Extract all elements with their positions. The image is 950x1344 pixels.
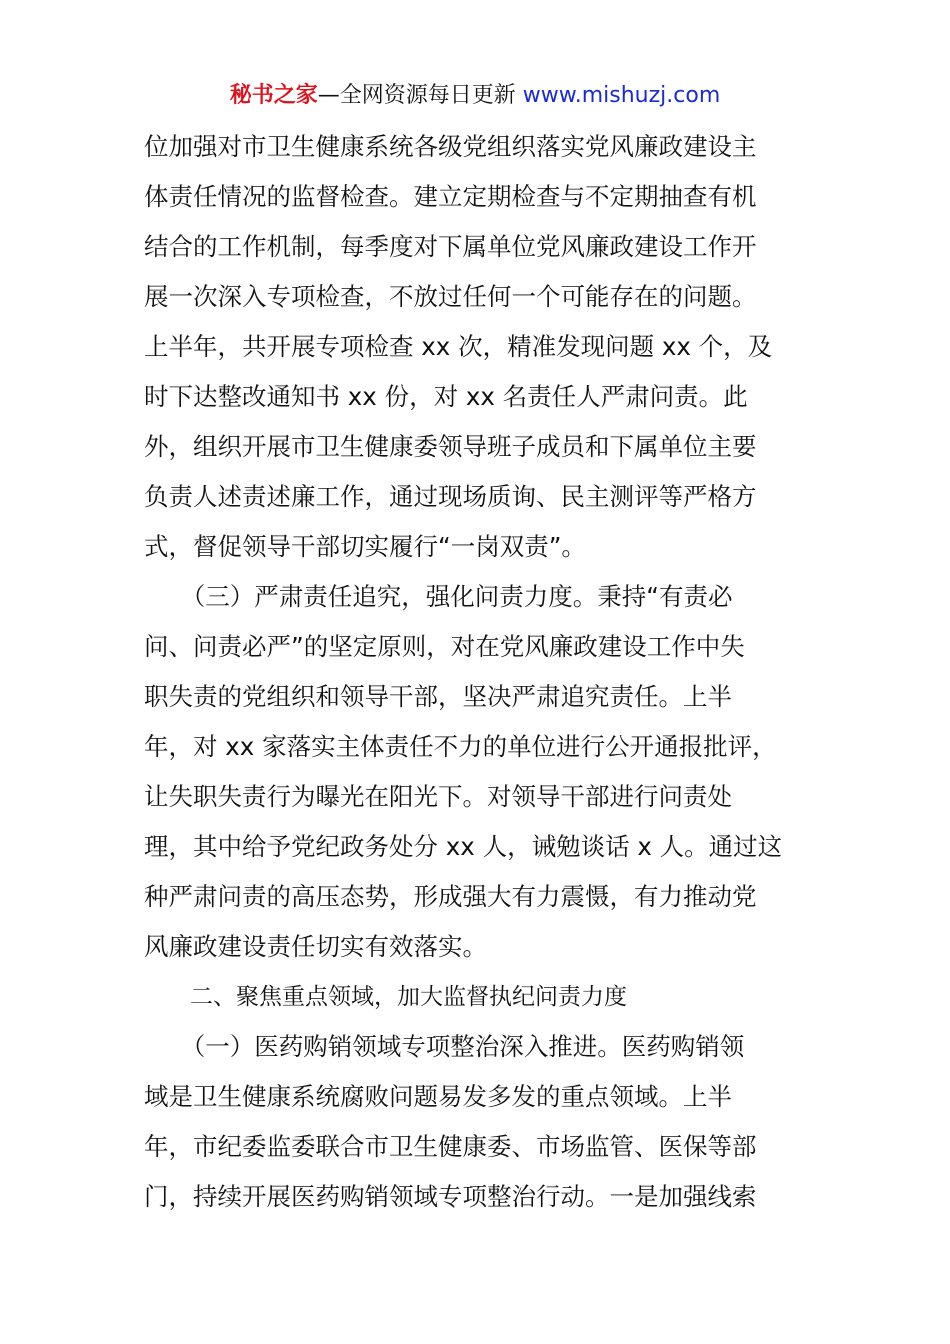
text-line: 负责人述责述廉工作，通过现场质询、民主测评等严格方 xyxy=(144,482,757,511)
site-url-link[interactable]: www.mishuzj.com xyxy=(522,83,721,108)
text-line: 结合的工作机制，每季度对下属单位党风廉政建设工作开 xyxy=(144,232,757,261)
text-line: 域是卫生健康系统腐败问题易发多发的重点领域。上半 xyxy=(144,1082,732,1111)
text-line: 让失职失责行为曝光在阳光下。对领导干部进行问责处 xyxy=(144,782,732,811)
text-line: 展一次深入专项检查，不放过任何一个可能存在的问题。 xyxy=(144,282,757,311)
text-line: 时下达整改通知书 xx 份，对 xx 名责任人严肃问责。此 xyxy=(144,382,748,411)
text-line: 外，组织开展市卫生健康委领导班子成员和下属单位主要 xyxy=(144,432,757,461)
text-line: 门，持续开展医药购销领域专项整治行动。一是加强线索 xyxy=(144,1182,757,1211)
section-heading: 二、聚焦重点领域，加大监督执纪问责力度 xyxy=(144,984,627,1010)
text-line: 年，市纪委监委联合市卫生健康委、市场监管、医保等部 xyxy=(144,1132,757,1161)
text-line: 职失责的党组织和领导干部，坚决严肃追究责任。上半 xyxy=(144,682,732,711)
site-tagline: —全网资源每日更新 xyxy=(317,83,516,108)
text-line: （一）医药购销领域专项整治深入推进。医药购销领 xyxy=(144,1032,745,1061)
text-line: 风廉政建设责任切实有效落实。 xyxy=(144,932,487,961)
document-body xyxy=(144,122,814,1222)
text-line: 体责任情况的监督检查。建立定期检查与不定期抽查有机 xyxy=(144,182,757,211)
text-line: 年，对 xx 家落实主体责任不力的单位进行公开通报批评， xyxy=(144,732,777,761)
text-line: 位加强对市卫生健康系统各级党组织落实党风廉政建设主 xyxy=(144,132,757,161)
text-line: 理，其中给予党纪政务处分 xx 人，诫勉谈话 x 人。通过这 xyxy=(144,832,783,861)
text-line: 式，督促领导干部切实履行“一岗双责”。 xyxy=(144,532,586,561)
text-line: （三）严肃责任追究，强化问责力度。秉持“有责必 xyxy=(144,582,733,611)
site-brand: 秘书之家 xyxy=(229,83,318,108)
site-header xyxy=(0,80,950,112)
text-line: 种严肃问责的高压态势，形成强大有力震慑，有力推动党 xyxy=(144,882,757,911)
text-line: 上半年，共开展专项检查 xx 次，精准发现问题 xx 个，及 xyxy=(144,332,773,361)
text-line: 问、问责必严”的坚定原则，对在党风廉政建设工作中失 xyxy=(144,632,745,661)
